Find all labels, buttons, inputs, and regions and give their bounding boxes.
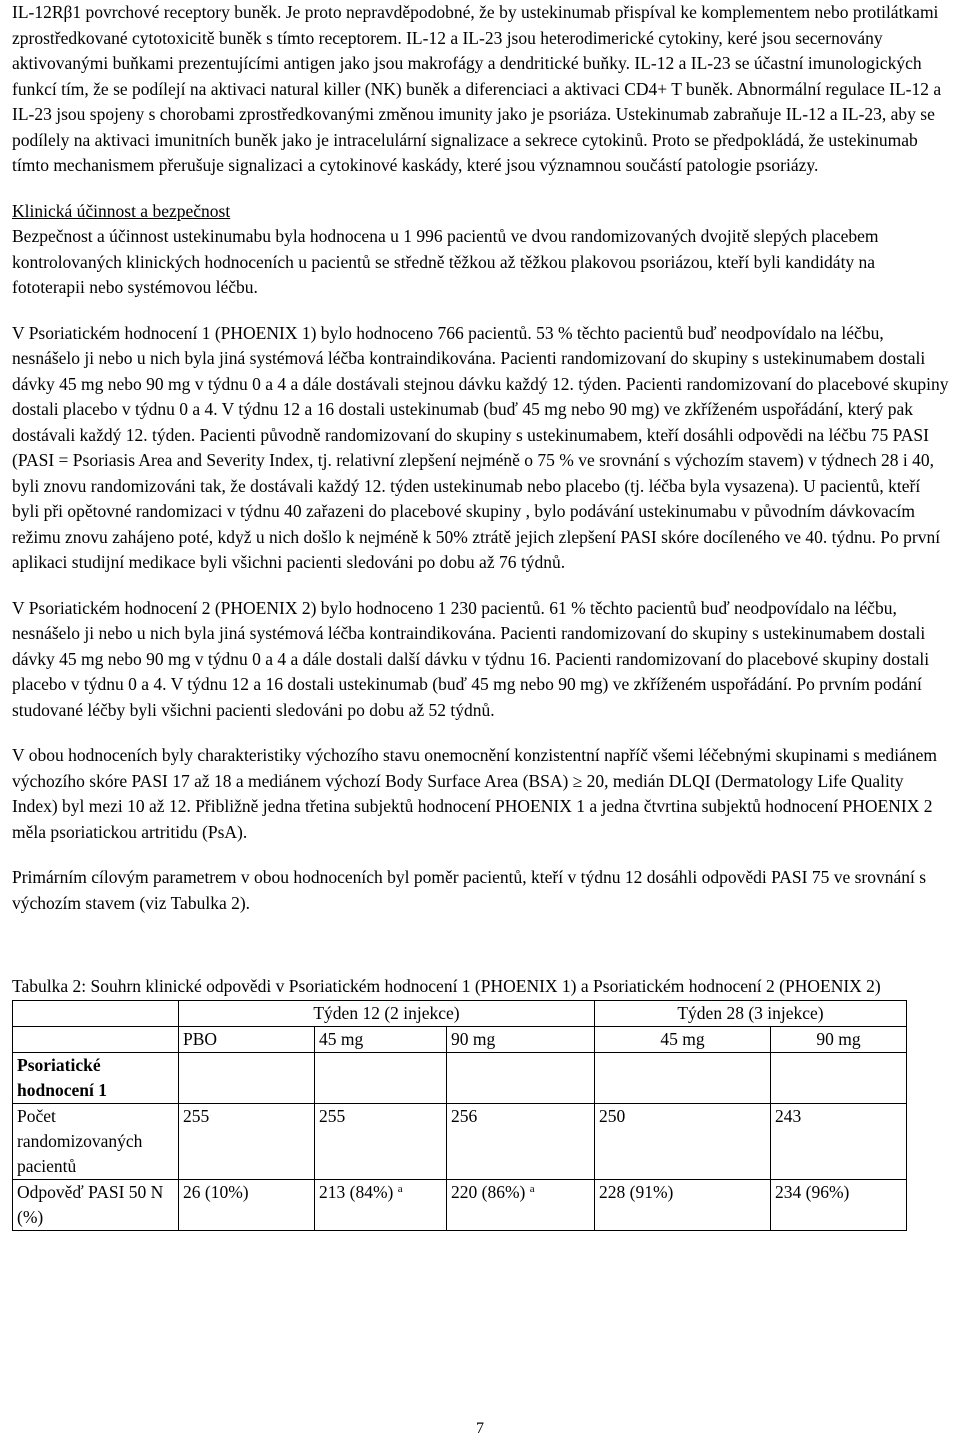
- table-col-45mg-w12: 45 mg: [315, 1026, 447, 1052]
- table-col-45mg-w28: 45 mg: [595, 1026, 771, 1052]
- footnote-marker: a: [529, 1182, 535, 1195]
- table-empty-cell: [447, 1052, 595, 1103]
- table-section-row: [13, 1052, 907, 1103]
- table-col-pbo: PBO: [179, 1026, 315, 1052]
- table-corner-cell: [13, 1000, 179, 1026]
- table-cell: 243: [771, 1103, 907, 1179]
- table-section-label: Psoriatické hodnocení 1: [13, 1052, 179, 1103]
- paragraph-efficacy-intro: Bezpečnost a účinnost ustekinumabu byla hodnocena u 1 996 pacientů ve dvou randomizovaných dvojitě slepých placebem kontrolovaných klinických hodnoceních u pacientů se středně těžkou až těžkou plakovou psoriázou, kteří byli kandidáty na fototerapii nebo systémovou léčbu.: [12, 226, 879, 297]
- table-cell: 256: [447, 1103, 595, 1179]
- table-empty-cell: [13, 1026, 179, 1052]
- table-row: [13, 1103, 907, 1179]
- table-header-row-doses: [13, 1026, 907, 1052]
- paragraph-mechanism: IL-12Rβ1 povrchové receptory buněk. Je proto nepravděpodobné, že by ustekinumab přispíval ke komplementem nebo protilátkami zprostředkované cytotoxicitě buněk s tímto receptorem. IL-12 a IL-23 jsou heterodimerické cytokiny, keré jsou secernovány aktivovanými buňkami prezentujícími antigen jako jsou makrofágy a dendritické buňky. IL-12 a IL-23 se účastní imunologických funkcí tím, že se podílejí na aktivaci natural killer (NK) buněk a diferenciaci a aktivaci CD4+ T buněk. Abnormální regulace IL-12 a IL-23 jsou spojeny s chorobami zprostředkovanými změnou imunity jako je psoriáza. Ustekinumab zabraňuje IL-12 a IL-23, aby se podílely na aktivaci imunitních buněk jako je intracelulární signalizace a sekrece cytokinů. Proto se předpokládá, že ustekinumab tímto mechanismem přerušuje signalizaci a cytokinové kaskády, které jsou významnou součástí patologie psoriázy.: [12, 2, 942, 175]
- table-group-week12: Týden 12 (2 injekce): [179, 1000, 595, 1026]
- table-cell: 255: [315, 1103, 447, 1179]
- table-empty-cell: [315, 1052, 447, 1103]
- section-heading: [12, 199, 950, 225]
- table-caption: Tabulka 2: Souhrn klinické odpovědi v Psoriatickém hodnocení 1 (PHOENIX 1) a Psoriatickém hodnocení 2 (PHOENIX 2): [12, 976, 881, 996]
- table-cell: 26 (10%): [179, 1179, 315, 1230]
- table-row: [13, 1179, 907, 1230]
- table-col-90mg-w12: 90 mg: [447, 1026, 595, 1052]
- table-row-label: Odpověď PASI 50 N (%): [13, 1179, 179, 1230]
- results-table: [12, 1000, 907, 1231]
- table-col-90mg-w28: 90 mg: [771, 1026, 907, 1052]
- table-cell: 234 (96%): [771, 1179, 907, 1230]
- table-empty-cell: [771, 1052, 907, 1103]
- table-row-label: Počet randomizovaných pacientů: [13, 1103, 179, 1179]
- table-cell-value: 213 (84%): [319, 1181, 394, 1202]
- document-page: [12, 0, 950, 1231]
- table-cell: 255: [179, 1103, 315, 1179]
- table-cell: [447, 1179, 595, 1230]
- table-cell: 228 (91%): [595, 1179, 771, 1230]
- paragraph-baseline: V obou hodnoceních byly charakteristiky výchozího stavu onemocnění konzistentní napříč všemi léčebnými skupinami s mediánem výchozího skóre PASI 17 až 18 a mediánem výchozí Body Surface Area (BSA) ≥ 20, medián DLQI (Dermatology Life Quality Index) byl mezi 10 až 12. Přibližně jedna třetina subjektů hodnocení PHOENIX 1 a jedna čtvrtina subjektů hodnocení PHOENIX 2 měla psoriatickou artritidu (PsA).: [12, 745, 938, 842]
- table-cell: 250: [595, 1103, 771, 1179]
- paragraph-phoenix2: V Psoriatickém hodnocení 2 (PHOENIX 2) bylo hodnoceno 1 230 pacientů. 61 % těchto pacientů buď neodpovídalo na léčbu, nesnášelo ji nebo u nich byla jiná systémová léčba kontraindikována. Pacienti randomizovaní do skupiny s ustekinumabem dostali dávky 45 mg nebo 90 mg v týdnu 0 a 4 a dále dostali další dávku v týdnu 16. Pacienti randomizovaní do placebové skupiny dostali placebo v týdnu 0 a 4. V týdnu 12 a 16 dostali ustekinumab (buď 45 mg nebo 90 mg) ve zkříženém uspořádání. Po prvním podání studované léčby byli všichni pacienti sledováni po dobu až 52 týdnů.: [12, 597, 930, 720]
- table-header-row-groups: [13, 1000, 907, 1026]
- paragraph-phoenix1: V Psoriatickém hodnocení 1 (PHOENIX 1) bylo hodnoceno 766 pacientů. 53 % těchto pacientů buď neodpovídalo na léčbu, nesnášelo ji nebo u nich byla jiná systémová léčba kontraindikována. Pacienti randomizovaní do skupiny s ustekinumabem dostali dávky 45 mg nebo 90 mg v týdnu 0 a 4 a dále dostávali stejnou dávku každý 12. týden. Pacienti randomizovaní do placebové skupiny dostali placebo v týdnu 0 a 4. V týdnu 12 a 16 dostali ustekinumab (buď 45 mg nebo 90 mg) ve zkříženém uspořádání, který pak dostávali každý 12. týden. Pacienti původně randomizovaní do skupiny s ustekinumabem, kteří dosáhli odpovědi na léčbu 75 PASI (PASI = Psoriasis Area and Severity Index, tj. relativní zlepšení nejméně o 75 % ve srovnání s výchozím stavem) v týdnech 28 i 40, byli znovu randomizováni tak, že dostávali každý 12. týden ustekinumab nebo placebo (tj. léčba byla vysazena). U pacientů, kteří byli při opětovné randomizaci v týdnu 40 zařazeni do placebové skupiny , bylo podávání ustekinumabu v původním dávkovacím režimu znovu zahájeno poté, když u nich došlo k nejméně k 50% ztrátě jejich zlepšení PASI skóre docíleného ve 40. týdnu. Po první aplikaci studijní medikace byli všichni pacienti sledováni po dobu až 76 týdnů.: [12, 322, 949, 572]
- table-group-week28: Týden 28 (3 injekce): [595, 1000, 907, 1026]
- paragraph-primary-endpoint: Primárním cílovým parametrem v obou hodnoceních byl poměr pacientů, kteří v týdnu 12 dosáhli odpovědi PASI 75 ve srovnání s výchozím stavem (viz Tabulka 2).: [12, 867, 927, 913]
- footnote-marker: a: [397, 1182, 403, 1195]
- section-heading-text: Klinická účinnost a bezpečnost: [12, 200, 231, 221]
- page-number: 7: [476, 1420, 484, 1437]
- table-cell: [315, 1179, 447, 1230]
- table-empty-cell: [595, 1052, 771, 1103]
- table-empty-cell: [179, 1052, 315, 1103]
- table-cell-value: 220 (86%): [451, 1181, 526, 1202]
